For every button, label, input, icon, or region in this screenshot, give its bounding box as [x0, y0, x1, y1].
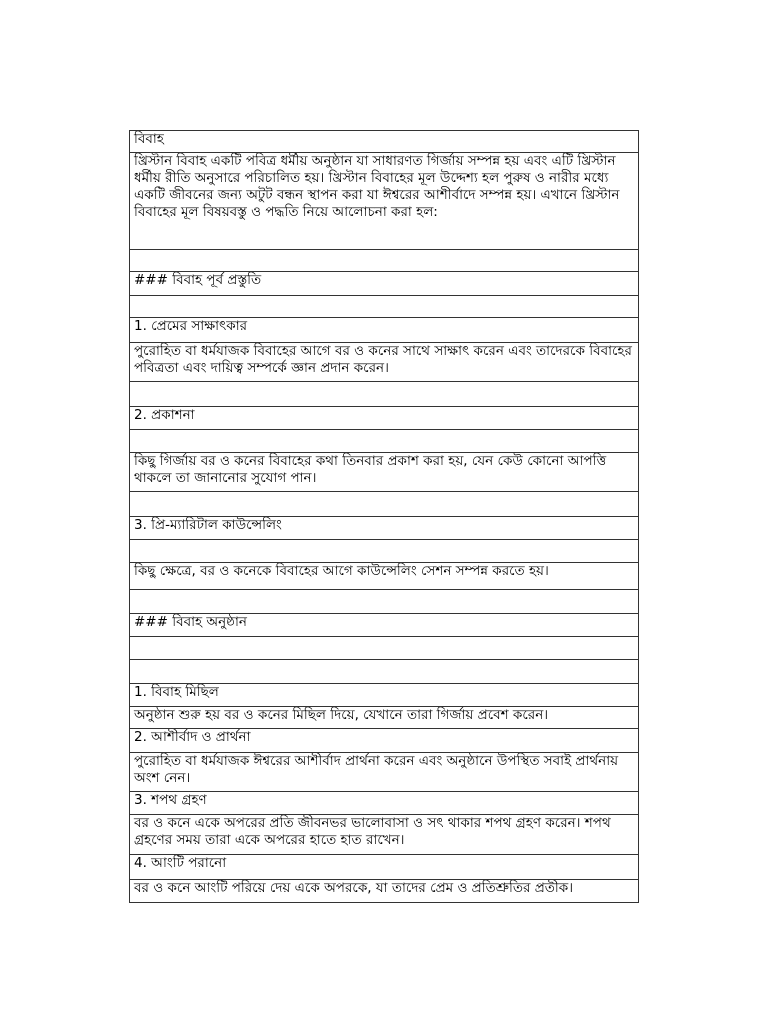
table-row — [130, 492, 639, 517]
table-cell — [130, 637, 639, 660]
table-cell — [130, 590, 639, 614]
table-cell: পুরোহিত বা ধর্মযাজক বিবাহের আগে বর ও কনের সাথে সাক্ষাৎ করেন এবং তাদেরকে বিবাহের পবিত্রতা এবং দায়িত্ব সম্পর্কে জ্ঞান প্রদান করেন। — [130, 343, 639, 382]
table-cell: 3. শপথ গ্রহণ — [130, 792, 639, 815]
table-cell: 1. বিবাহ মিছিল — [130, 684, 639, 707]
table-cell: 3. প্রি-ম্যারিটাল কাউন্সেলিং — [130, 517, 639, 540]
table-row — [130, 318, 639, 343]
table-cell — [130, 660, 639, 684]
table-row — [130, 153, 639, 250]
table-cell: বিবাহ — [130, 131, 639, 153]
table-row — [130, 614, 639, 637]
table-row — [130, 296, 639, 318]
table-cell: ### বিবাহ পূর্ব প্রস্তুতি — [130, 272, 639, 296]
table-cell: ### বিবাহ অনুষ্ঠান — [130, 614, 639, 637]
table-cell: কিছু ক্ষেত্রে, বর ও কনেকে বিবাহের আগে কাউন্সেলিং সেশন সম্পন্ন করতে হয়। — [130, 563, 639, 590]
table-row — [130, 343, 639, 382]
table-row — [130, 729, 639, 753]
table-row — [130, 407, 639, 430]
table-cell: 2. আশীর্বাদ ও প্রার্থনা — [130, 729, 639, 753]
table-cell — [130, 382, 639, 407]
table-row — [130, 684, 639, 707]
content-table — [129, 130, 639, 903]
table-cell: 2. প্রকাশনা — [130, 407, 639, 430]
table-cell — [130, 250, 639, 272]
table-row — [130, 453, 639, 492]
table-row — [130, 660, 639, 684]
table-row — [130, 880, 639, 903]
table-row — [130, 131, 639, 153]
table-row — [130, 855, 639, 880]
table-cell: খ্রিস্টান বিবাহ একটি পবিত্র ধর্মীয় অনুষ্ঠান যা সাধারণত গির্জায় সম্পন্ন হয় এবং এটি খ্রিস্টান ধর্মীয় রীতি অনুসারে পরিচালিত হয়। খ্রিস্টান বিবাহের মূল উদ্দেশ্য হল পুরুষ ও নারীর মধ্যে একটি জীবনের জন্য অটুট বন্ধন স্থাপন করা যা ঈশ্বরের আশীর্বাদে সম্পন্ন হয়। এখানে খ্রিস্টান বিবাহের মূল বিষয়বস্তু ও পদ্ধতি নিয়ে আলোচনা করা হল: — [130, 153, 639, 250]
table-row — [130, 590, 639, 614]
table-row — [130, 517, 639, 540]
table-cell: কিছু গির্জায় বর ও কনের বিবাহের কথা তিনবার প্রকাশ করা হয়, যেন কেউ কোনো আপত্তি থাকলে তা জানানোর সুযোগ পান। — [130, 453, 639, 492]
table-row — [130, 250, 639, 272]
table-cell — [130, 540, 639, 563]
table-cell: 1. প্রেমের সাক্ষাৎকার — [130, 318, 639, 343]
table-row — [130, 707, 639, 729]
table-row — [130, 637, 639, 660]
table-cell: বর ও কনে একে অপরের প্রতি জীবনভর ভালোবাসা ও সৎ থাকার শপথ গ্রহণ করেন। শপথ গ্রহণের সময় তারা একে অপরের হাতে হাত রাখেন। — [130, 815, 639, 855]
table-cell — [130, 296, 639, 318]
table-row — [130, 540, 639, 563]
table-row — [130, 430, 639, 453]
table-row — [130, 792, 639, 815]
table-row — [130, 563, 639, 590]
table-cell — [130, 492, 639, 517]
table-cell: বর ও কনে আংটি পরিয়ে দেয় একে অপরকে, যা তাদের প্রেম ও প্রতিশ্রুতির প্রতীক। — [130, 880, 639, 903]
table-row — [130, 382, 639, 407]
table-row — [130, 815, 639, 855]
table-row — [130, 753, 639, 792]
table-row — [130, 272, 639, 296]
table-cell: অনুষ্ঠান শুরু হয় বর ও কনের মিছিল দিয়ে, যেখানে তারা গির্জায় প্রবেশ করেন। — [130, 707, 639, 729]
table-cell — [130, 430, 639, 453]
table-cell: পুরোহিত বা ধর্মযাজক ঈশ্বরের আশীর্বাদ প্রার্থনা করেন এবং অনুষ্ঠানে উপস্থিত সবাই প্রার্থনায় অংশ নেন। — [130, 753, 639, 792]
table-cell: 4. আংটি পরানো — [130, 855, 639, 880]
